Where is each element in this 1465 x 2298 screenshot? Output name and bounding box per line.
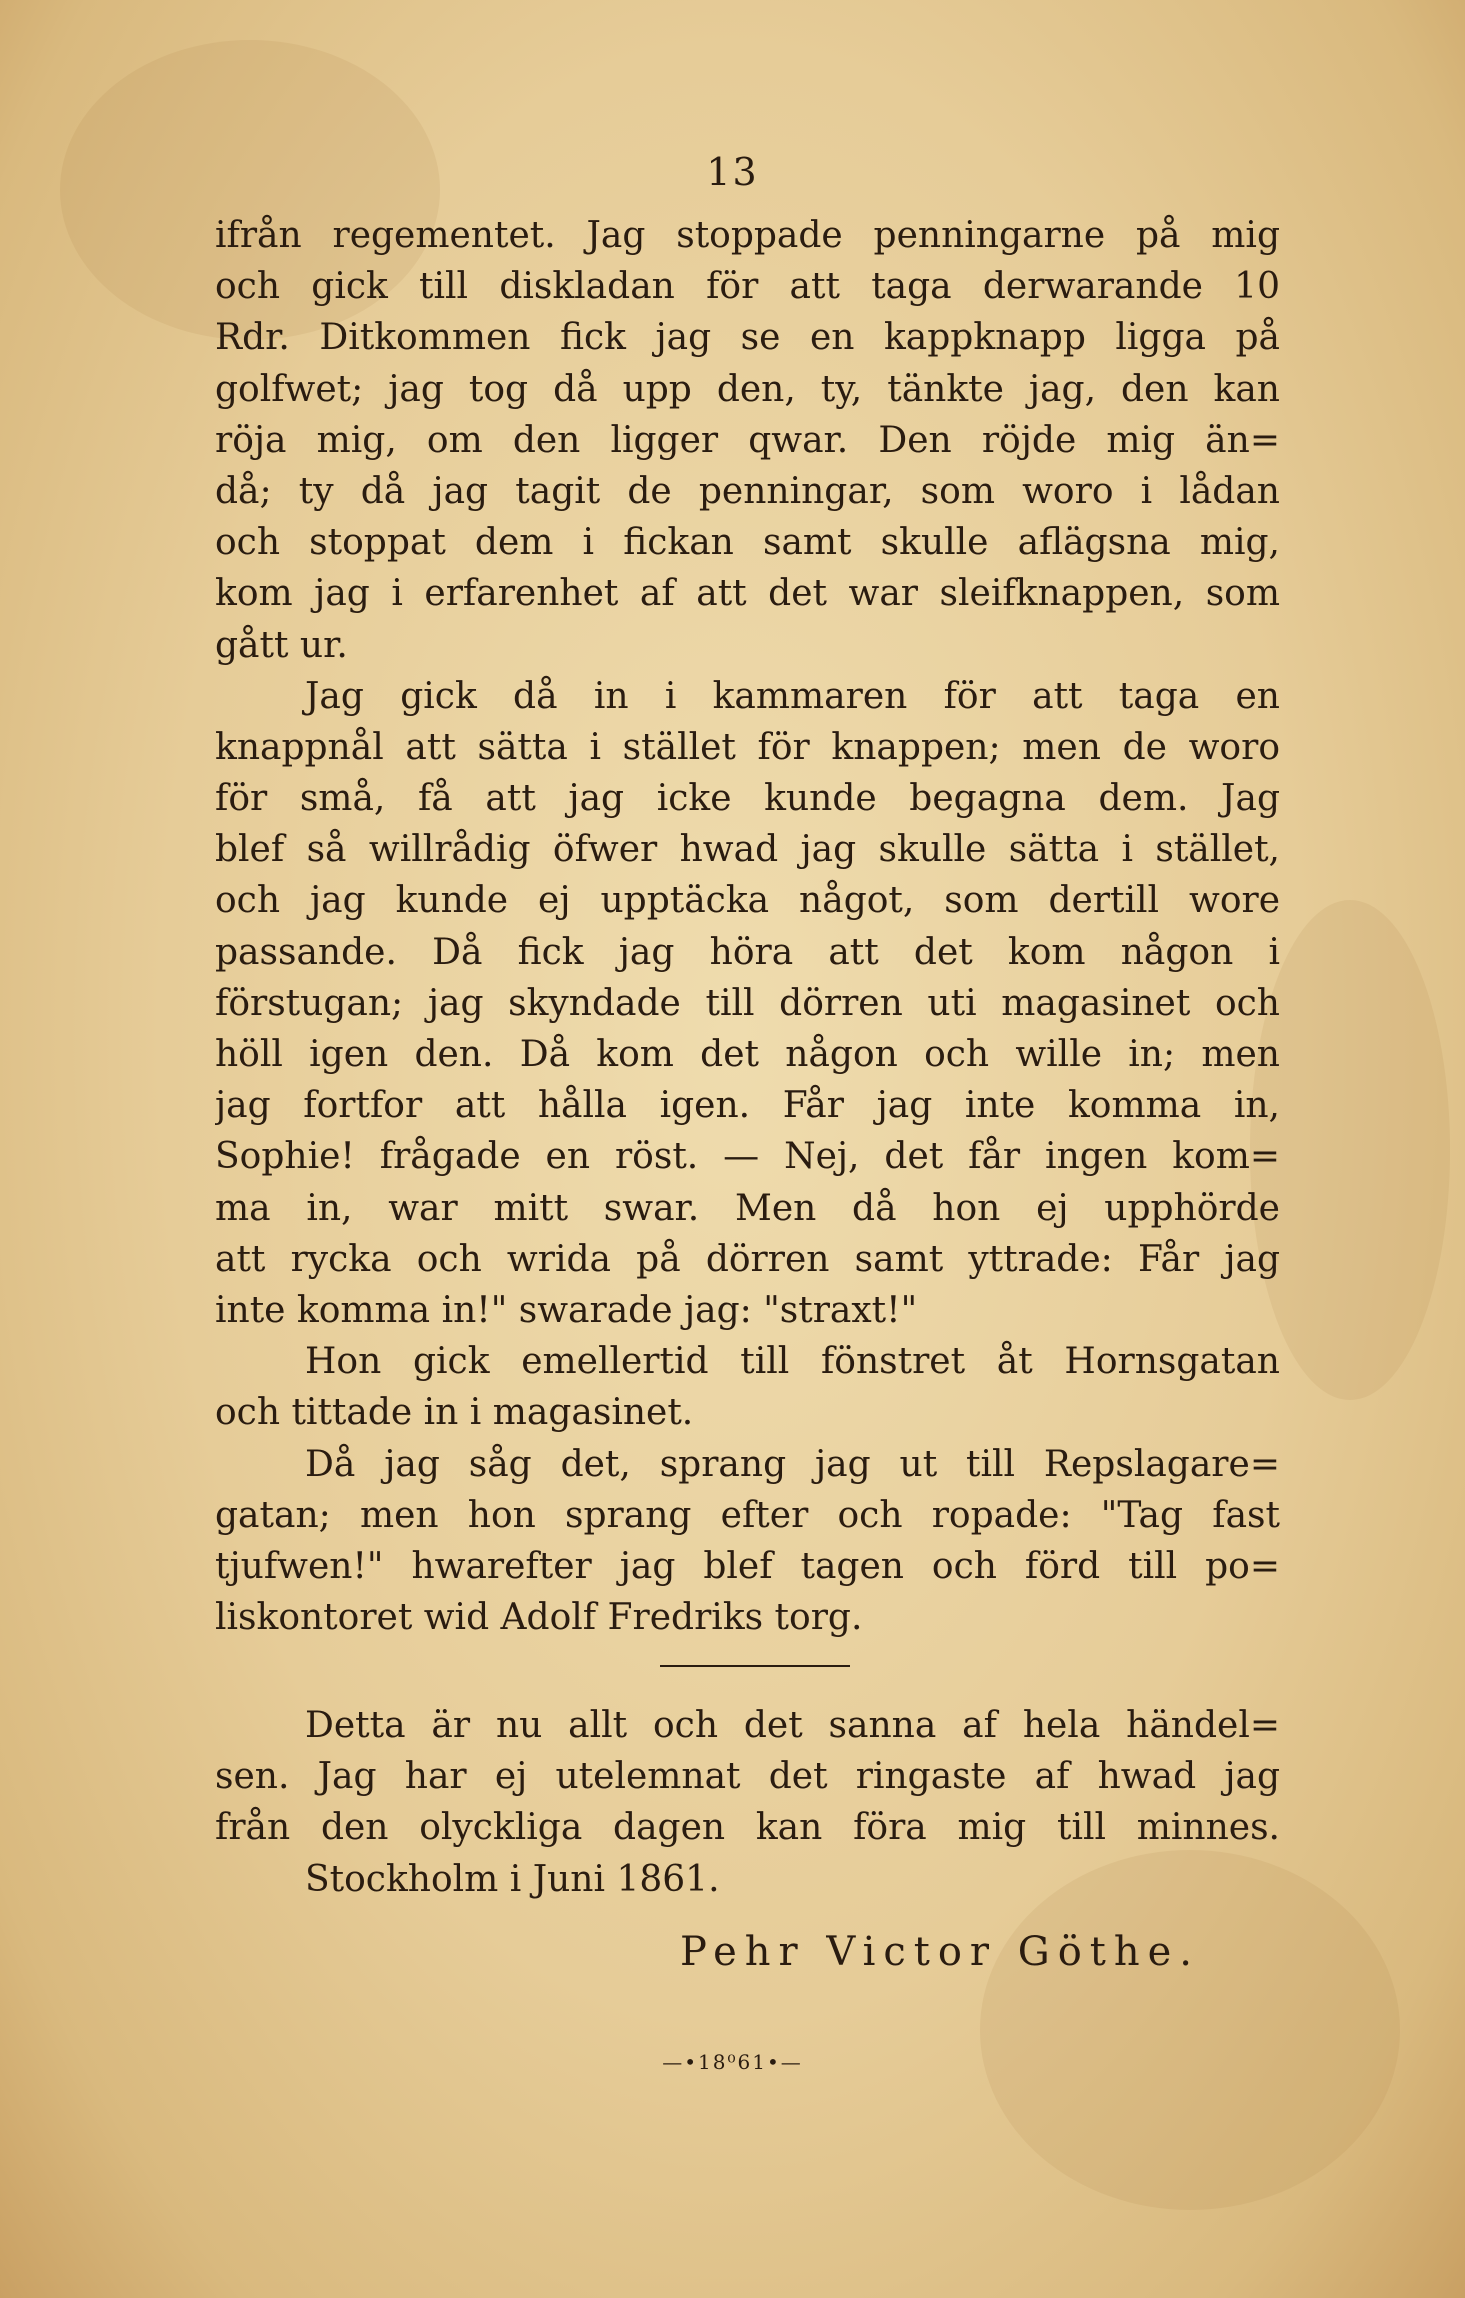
text-line: och gick till diskladan för att taga derwarande 10 xyxy=(215,266,1280,308)
text-line: gått ur. xyxy=(215,624,348,666)
text-line: höll igen den. Då kom det någon och wille in; men xyxy=(215,1034,1280,1075)
text-line: röja mig, om den ligger qwar. Den röjde mig än= xyxy=(215,419,1280,461)
text-line: då; ty då jag tagit de penningar, som woro i lådan xyxy=(215,470,1280,512)
text-line: knappnål att sätta i stället för knappen; men de woro xyxy=(215,726,1280,768)
text-line: gatan; men hon sprang efter och ropade: "Tag fast xyxy=(215,1494,1280,1536)
text-line: förstugan; jag skyndade till dörren uti magasinet och xyxy=(215,982,1280,1024)
text-line: Hon gick emellertid till fönstret åt Hornsgatan xyxy=(305,1341,1280,1383)
text-line: jag fortfor att hålla igen. Får jag inte komma in, xyxy=(215,1085,1280,1127)
paper-stain xyxy=(1250,900,1450,1400)
text-line: och tittade in i magasinet. xyxy=(215,1392,694,1434)
text-line: för små, få att jag icke kunde begagna dem. Jag xyxy=(215,778,1280,820)
text-line: liskontoret wid Adolf Fredriks torg. xyxy=(215,1597,863,1639)
text-line: tjufwen!" hwarefter jag blef tagen och förd till po= xyxy=(215,1545,1280,1587)
text-line: Stockholm i Juni 1861. xyxy=(305,1858,720,1900)
text-line: ma in, war mitt swar. Men då hon ej upphörde xyxy=(215,1187,1280,1229)
text-line: ifrån regementet. Jag stoppade penningarne på mig xyxy=(215,215,1280,256)
text-line: passande. Då fick jag höra att det kom någon i xyxy=(215,931,1280,973)
text-line: golfwet; jag tog då upp den, ty, tänkte jag, den kan xyxy=(215,368,1280,410)
text-line: Rdr. Ditkommen fick jag se en kappknapp ligga på xyxy=(215,317,1280,359)
text-line: och jag kunde ej upptäcka något, som dertill wore xyxy=(215,880,1280,922)
ornament-rule: —•18⁰61•— xyxy=(662,2050,803,2074)
text-line: Sophie! frågade en röst. — Nej, det får ingen kom= xyxy=(215,1136,1280,1178)
signature: Pehr Victor Göthe. xyxy=(680,1929,1201,1975)
text-line: inte komma in!" swarade jag: "straxt!" xyxy=(215,1289,918,1331)
section-divider xyxy=(660,1665,850,1667)
body-text xyxy=(215,210,1280,1643)
text-line: Detta är nu allt och det sanna af hela händel= xyxy=(305,1705,1280,1746)
text-line: Då jag såg det, sprang jag ut till Repslagare= xyxy=(305,1443,1280,1485)
text-line: Jag gick då in i kammaren för att taga en xyxy=(305,675,1280,717)
closing-text xyxy=(215,1700,1280,1905)
text-line: blef så willrådig öfwer hwad jag skulle sätta i stället, xyxy=(215,829,1280,871)
text-line: från den olyckliga dagen kan föra mig till minnes. xyxy=(215,1807,1280,1849)
page-number: 13 xyxy=(706,150,759,194)
text-line: kom jag i erfarenhet af att det war sleifknappen, som xyxy=(215,573,1280,615)
text-line: och stoppat dem i fickan samt skulle aflägsna mig, xyxy=(215,522,1280,564)
text-line: sen. Jag har ej utelemnat det ringaste af hwad jag xyxy=(215,1756,1280,1798)
text-line: att rycka och wrida på dörren samt yttrade: Får jag xyxy=(215,1238,1280,1280)
